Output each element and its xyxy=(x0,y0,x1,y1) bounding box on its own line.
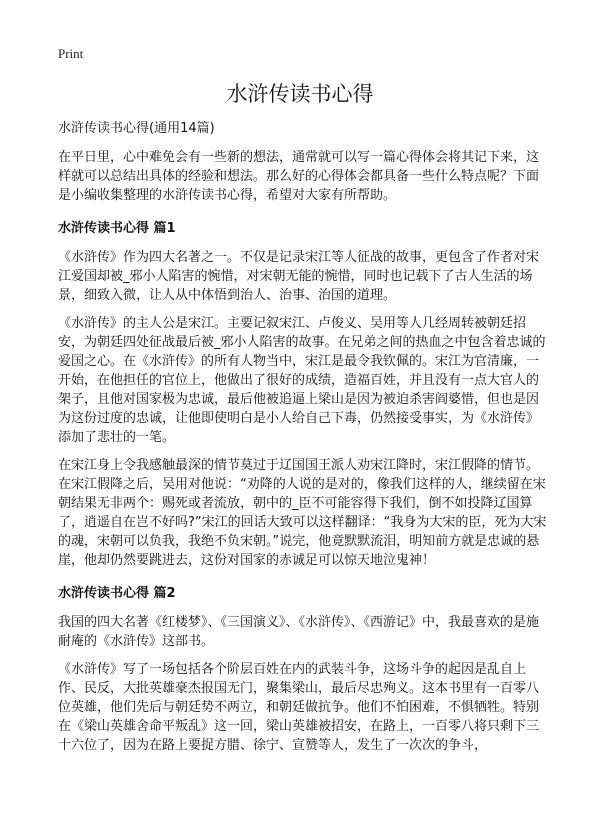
section-2-paragraph-2: 《水浒传》写了一场包括各个阶层百姓在内的武装斗争，这场斗争的起因是乱自上作、民反，大批英雄豪杰报国无门，聚集梁山，最后尽忠殉义。这本书里有一百零八位英雄，他们先后与朝廷势不两立，和朝廷做抗争。他们不怕困难，不惧牺牲。特别在《梁山英雄舍命平叛乱》这一回，梁山英雄被招安，在路上，一百零八将只剩下三十六位了，因为在路上要捉方腊、徐宁、宣赞等人，发生了一次次的争斗， xyxy=(58,662,540,753)
section-1-paragraph-2: 《水浒传》的主人公是宋江。主要记叙宋江、卢俊义、吴用等人几经周转被朝廷招安，为朝廷四处征战最后被_邪小人陷害的故事。在兄弟之间的热血之中包含着忠诚的爱国之心。在《水浒传》的所有人物当中，宋江是最令我钦佩的。宋江为官清廉，一开始，在他担任的官位上，他做出了很好的成绩，造福百姓，并且没有一点大官人的架子，且他对国家极为忠诚，最后他被追逼上梁山是因为被迫杀害阎婆惜，但也是因为这份过度的忠诚，让他即使明白是小人给自己下毒，仍然接受事实，为《水浒传》添加了悲壮的一笔。 xyxy=(58,316,546,445)
document-body xyxy=(58,119,548,764)
section-heading: 水浒传读书心得 篇1 xyxy=(58,221,176,236)
section-heading: 水浒传读书心得 篇2 xyxy=(58,586,176,601)
section-1-paragraph-1: 《水浒传》作为四大名著之一。不仅是记录宋江等人征战的故事，更包含了作者对宋江爱国却被_邪小人陷害的惋惜，对宋朝无能的惋惜，同时也记载下了古人生活的场景，细致入微，让人从中体悟到治人、治事、治国的道理。 xyxy=(58,250,540,303)
intro-paragraph: 在平日里，心中难免会有一些新的想法，通常就可以写一篇心得体会将其记下来，这样就可以总结出具体的经验和想法。那么好的心得体会都具备一些什么特点呢？下面是小编收集整理的水浒传读书心得，希望对大家有所帮助。 xyxy=(58,150,540,203)
section-1 xyxy=(58,219,548,570)
section-2-paragraph-1: 我国的四大名著《红楼梦》、《三国演义》、《水浒传》、《西游记》中，我最喜欢的是施耐庵的《水浒传》这部书。 xyxy=(58,615,540,649)
document-subtitle: 水浒传读书心得(通用14篇) xyxy=(58,121,215,136)
print-link[interactable]: Print xyxy=(58,46,84,61)
section-2 xyxy=(58,584,548,755)
section-1-paragraph-3: 在宋江身上令我感触最深的情节莫过于辽国国王派人劝宋江降时，宋江假降的情节。在宋江假降之后，吴用对他说：“劝降的人说的是对的，像我们这样的人，继续留在宋朝结果无非两个：赐死或者流放，朝中的_臣不可能容得下我们，倒不如投降辽国算了，逍遥自在岂不好吗?”宋江的回话大致可以这样翻译：“我身为大宋的臣，死为大宋的魂，宋朝可以负我，我绝不负宋朝。”说完，他竟默默流泪，明知前方就是忠诚的悬崖，他却仍然要跳进去，这份对国家的赤诚足可以惊天地泣鬼神！ xyxy=(58,458,547,568)
document-title: 水浒传读书心得 xyxy=(226,82,374,106)
